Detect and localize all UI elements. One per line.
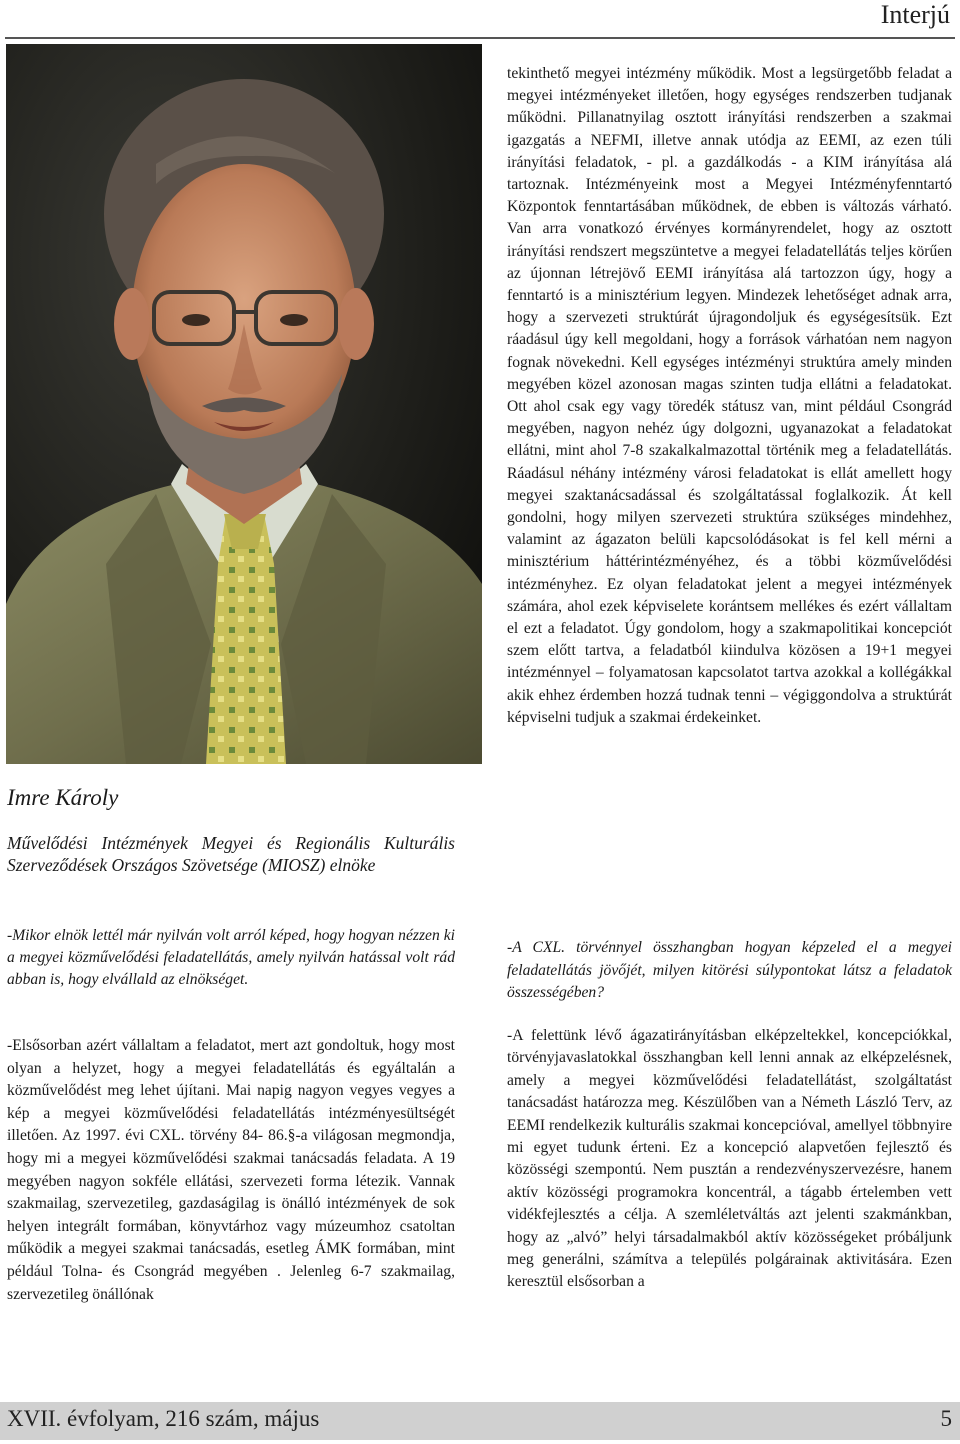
question-1: -Mikor elnök lettél már nyilván volt arról képed, hogy hogyan nézzen ki a megyei közművelődési feladatellátás, amely nyilván hatással volt rád abban is, hogy elvállald az elnökséget. [7,927,455,988]
section-title: Interjú [880,0,950,29]
page-number: 5 [940,1406,952,1431]
answer-1-part-2: tekinthető megyei intézmény működik. Most a legsürgetőbb feladat a megyei intézményeket illetően, hogy egységes rendszerben tudjanak működni. Pillanatnyilag osztott irányítási rendszerben a szakmai igazgatás a NEFMI, illetve annak utódja az EEMI, az ezen túli irányítási feladatok, - pl. a gazdálkodás - a KIM irányítása alá tartoznak. Intézményeink most a Megyei Intézményfenntartó Központok fenntartásában működnek, de ebben is változás várható. Van arra vonatkozó érvényes kormányrendelet, hogy az osztott irányítási rendszert megszüntetve a megyei feladatellátás teljes körűen az újonnan létrejövő EEMI irányítása alá tartozzon úgy, hogy a fenntartó is a minisztérium legyen. Mindezek lehetőséget adnak arra, hogy a szervezeti struktúrát újragondoljuk és egységesítsük. Ezt ráadásul úgy kell megoldani, hogy a források várhatóan nem nagyon fognak növekedni. Kell egységes intézményi struktúra amely minden megyében közel azonosan magas szinten tudja ellátni a feladatokat. Ott ahol csak egy vagy töredék státusz van, mint például Csongrád megyében, nagyon nehéz úgy dolgozni, ugyanazokat a feladatokat ellátni, mint ahol 7-8 szakalkalmazottal történik meg a feladatellátás. Ráadásul néhány intézmény városi feladatokat is ellát amellett hogy megyei szaktanácsadással és szolgáltatással foglalkozik. Át kell gondolni, hogy milyen szervezeti struktúra szükséges mindehhez, valamint az ágazaton belüli kapcsolódásokat is fel kell mérni a minisztérium háttérintézményéhez, és a többi közművelődési intézményhez. Ez olyan feladatokat jelent a megyei intézmények számára, ahol ezek képviselete korántsem mellékes és ezért vállaltam el ezt a feladatot. Úgy gondolom, hogy a szakmapolitikai koncepciót szem előtt tartva, a feladatból kiindulva közösen a 19+1 megyei intézménnyel – folyamatosan kapcsolatot tartva azokkal a kollégákkal akik ehhez érdemben hozzá tudnak tenni – végiggondolva a struktúrát képviselni tudjuk a szakmai érdekeinket. [507,65,952,726]
page-footer [0,1402,960,1440]
interviewee-role: Művelődési Intézmények Megyei és Regionális Kulturális Szerveződések Országos Szövetsége (MIOSZ) elnöke [7,833,455,875]
header-divider [5,37,955,39]
question-2: -A CXL. törvénnyel összhangban hogyan képzeled el a megyei feladatellátás jövőjét, milyen kitörési súlypontokat látsz a feladatok összességében? [507,939,952,1001]
issue-info: XVII. évfolyam, 216 szám, május [7,1406,320,1431]
interviewee-name: Imre Károly [7,785,119,810]
answer-1-part-1: -Elsősorban azért vállaltam a feladatot, mert azt gondoltuk, hogy most olyan a helyzet, hogy a megyei feladatellátás és egyáltalán a közművelődést meg lehet újítani. Mai napig nagyon vegyes vegyes a kép a megyei közművelődési feladatellátás intézményesültségét illetően. Az 1997. évi CXL. törvény 84- 86.§-a világosan megmondja, hogy mi a megyei közművelődési szakmai tanácsadás feladata. A 19 megyében nagyon sokféle ellátási, szervezeti forma létezik. Vannak szakmailag, szervezetileg, gazdaságilag is önálló intézmények de sok helyen integrált formában, könyvtárhoz vagy múzeumhoz csatoltan működik a megyei szakmai tanácsadás, esetleg ÁMK formában, mint például Tolna- és Csongrád megyében . Jelenleg 6-7 szakmailag, szervezetileg önállónak [7,1037,455,1303]
portrait-photo [6,44,482,764]
answer-2: -A felettünk lévő ágazatirányításban elképzeltekkel, koncepciókkal, törvényjavaslatokkal összhangban kell lenni annak az elképzelésnek, amely a megyei közművelődési feladatellátást, szolgáltatást tanácsadást határozza meg. Készülőben van a Németh László Terv, az EEMI rendelkezik kulturális szakmai koncepcióval, amellyel többnyire mi egyet tudunk érteni. Ez a koncepció alapvetően fejlesztő és közösségi szempontú. Nem pusztán a rendezvényszervezésre, hanem aktív közösségi programokra koncentrál, a tágabb értelemben vett vidékfejlesztés a célja. A szemléletváltás azt jelenti szakmánkban, hogy az „alvó” helyi társadalmakból aktív közösségeket próbáljunk meg generálni, számítva a település polgárainak aktivitására. Ezen keresztül elsősorban a [507,1027,952,1291]
